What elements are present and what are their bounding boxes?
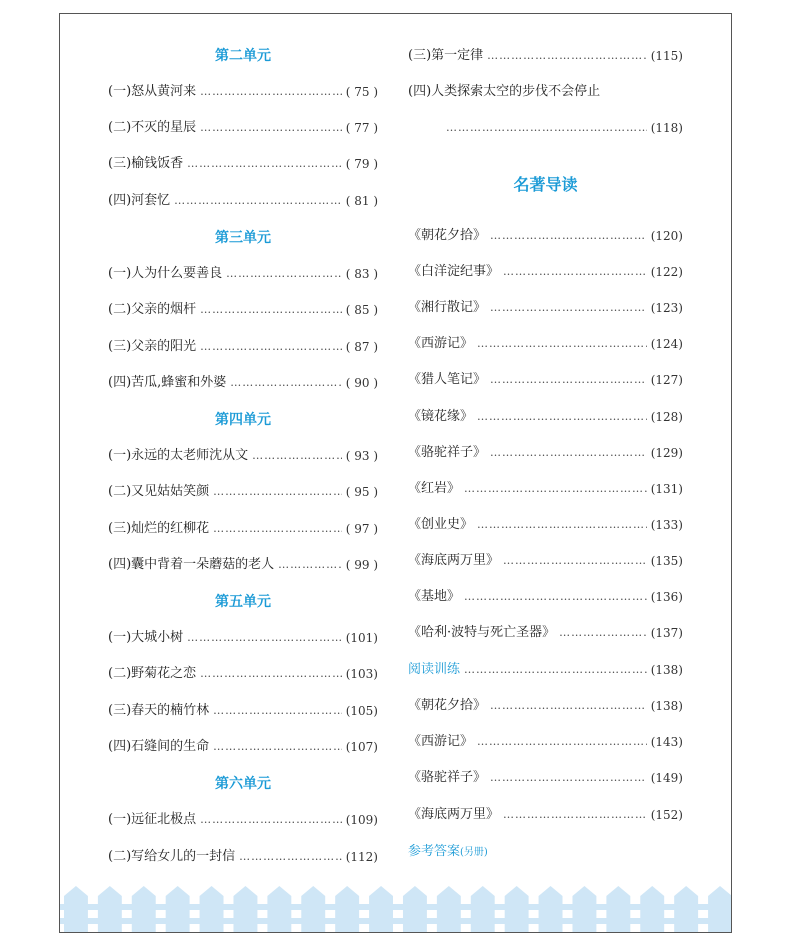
- toc-entry: [108, 264, 378, 284]
- dot-leader: [226, 264, 342, 284]
- toc-page-number: (131): [650, 481, 683, 496]
- toc-entry: [408, 298, 683, 318]
- toc-page-number: ( 77 ): [345, 121, 378, 135]
- toc-entry-title: 《西游记》: [408, 336, 474, 352]
- toc-page-number: (122): [650, 265, 683, 280]
- dot-leader: [187, 154, 342, 174]
- toc-page-number: ( 79 ): [345, 157, 378, 171]
- toc-page-number: (103): [345, 667, 378, 681]
- dot-leader: [477, 515, 647, 535]
- dot-leader: [200, 300, 342, 320]
- toc-page-number: (129): [650, 445, 683, 460]
- toc-entry: [408, 334, 683, 354]
- toc-entry-title: 《镜花缘》: [408, 408, 474, 424]
- toc-entry: [408, 623, 683, 643]
- dot-leader: [490, 226, 647, 246]
- toc-entry-title: (一)怒从黄河来: [108, 84, 197, 99]
- dot-leader: [559, 623, 647, 643]
- dot-leader: [503, 805, 647, 825]
- toc-page-number: (128): [650, 409, 683, 424]
- dot-leader: [477, 407, 647, 427]
- toc-entry-title: 《骆驼祥子》: [408, 770, 487, 786]
- answer-key-entry: [408, 842, 683, 862]
- toc-entry: [408, 805, 683, 825]
- answer-key-title: [408, 842, 488, 863]
- toc-entry-title: (一)远征北极点: [108, 812, 197, 827]
- dot-leader: [213, 519, 342, 539]
- dot-leader: [213, 482, 342, 502]
- toc-entry: [408, 407, 683, 427]
- dot-leader: [200, 337, 342, 357]
- toc-page-number: ( 95 ): [345, 485, 378, 499]
- dot-leader: [487, 46, 647, 66]
- toc-entry: [408, 82, 683, 102]
- unit-heading: 第三单元: [215, 230, 271, 246]
- dot-leader: [252, 446, 342, 466]
- toc-page-number: (143): [650, 735, 683, 750]
- toc-entry-title: (一)永远的太老师沈从文: [108, 448, 249, 463]
- toc-entry-title: (一)大城小树: [108, 630, 184, 645]
- toc-entry-title: 《朝花夕拾》: [408, 228, 487, 243]
- toc-entry-title: 《白洋淀纪事》: [408, 264, 500, 280]
- toc-entry-title: 《西游记》: [408, 734, 474, 750]
- toc-entry: [408, 443, 683, 463]
- toc-entry: [408, 370, 683, 390]
- toc-page-number: (138): [650, 699, 683, 713]
- toc-entry-title: (四)苦瓜,蜂蜜和外婆: [108, 375, 227, 390]
- toc-entry-title: (二)不灭的星辰: [108, 120, 197, 135]
- toc-entry: [408, 732, 683, 752]
- toc-entry: [108, 628, 378, 648]
- toc-entry: [408, 768, 683, 788]
- toc-page-number: (123): [650, 301, 683, 316]
- toc-entry: [108, 300, 378, 320]
- section-heading: 名著导读: [513, 175, 578, 194]
- toc-entry-title: (一)人为什么要善良: [108, 266, 223, 281]
- toc-entry-title: (四)人类探索太空的步伐不会停止: [408, 84, 601, 99]
- unit-heading: 第六单元: [215, 776, 271, 792]
- dot-leader: [239, 847, 342, 867]
- toc-entry-title: (二)野菊花之恋: [108, 666, 197, 681]
- toc-page-number: (120): [650, 229, 683, 243]
- dot-leader: [503, 262, 647, 282]
- dot-leader: [464, 479, 647, 499]
- toc-entry-title: (四)囊中背着一朵蘑菇的老人: [108, 557, 275, 572]
- toc-entry-title: (二)又见姑姑笑颜: [108, 484, 210, 499]
- toc-entry: [408, 226, 683, 246]
- toc-page-number: ( 93 ): [345, 449, 378, 463]
- toc-entry: [108, 847, 378, 867]
- dot-leader: [174, 191, 342, 211]
- dot-leader: [477, 334, 647, 354]
- dot-leader: [446, 118, 647, 138]
- toc-entry: [108, 482, 378, 502]
- toc-entry: [108, 337, 378, 357]
- toc-entry-title: 《朝花夕拾》: [408, 698, 487, 713]
- dot-leader: [490, 696, 647, 716]
- toc-page-number: ( 99 ): [345, 558, 378, 572]
- toc-entry: [108, 519, 378, 539]
- answer-key-note: (另册): [460, 846, 488, 858]
- toc-page-number: (133): [650, 517, 683, 532]
- toc-page-number: (124): [650, 337, 683, 352]
- toc-entry-title: (三)榆钱饭香: [108, 156, 184, 171]
- toc-entry: [408, 696, 683, 716]
- toc-entry-title: 阅读训练: [408, 662, 461, 677]
- toc-page-number: ( 87 ): [345, 340, 378, 354]
- toc-entry: [108, 154, 378, 174]
- toc-page-number: (101): [345, 631, 378, 645]
- toc-page-number: (135): [650, 553, 683, 568]
- toc-page-number: (149): [650, 771, 683, 786]
- toc-page-number: (138): [650, 663, 683, 677]
- dot-leader: [200, 810, 342, 830]
- toc-entry-title: 《骆驼祥子》: [408, 444, 487, 460]
- toc-page-number: (115): [650, 49, 683, 63]
- toc-page-number: (136): [650, 590, 683, 604]
- toc-entry-title: (三)春天的楠竹林: [108, 703, 210, 718]
- dot-leader: [490, 370, 647, 390]
- toc-entry: [108, 737, 378, 757]
- toc-page-number: ( 81 ): [345, 194, 378, 208]
- toc-page-number: (137): [650, 626, 683, 641]
- toc-entry-title: (四)河套忆: [108, 193, 171, 208]
- toc-entry: [408, 262, 683, 282]
- toc-entry-title: (三)灿烂的红柳花: [108, 521, 210, 536]
- toc-entry: [108, 373, 378, 393]
- dot-leader: [464, 660, 647, 680]
- toc-entry-title: 《海底两万里》: [408, 552, 500, 568]
- toc-entry: [108, 701, 378, 721]
- toc-entry-title: 《基地》: [408, 589, 461, 604]
- reading-training-entry: [408, 660, 683, 680]
- picket-fence-decoration: [60, 884, 731, 932]
- dot-leader: [477, 732, 647, 752]
- toc-entry-title: 《湘行散记》: [408, 300, 487, 316]
- dot-leader: [187, 628, 342, 648]
- toc-entry-title: (三)父亲的阳光: [108, 339, 197, 354]
- toc-page-number: ( 85 ): [345, 303, 378, 317]
- toc-entry-title: (四)石缝间的生命: [108, 739, 210, 754]
- toc-entry: [108, 555, 378, 575]
- toc-page-number: (127): [650, 373, 683, 388]
- unit-heading: 第四单元: [215, 412, 271, 428]
- dot-leader: [503, 551, 647, 571]
- toc-page-number: (109): [345, 813, 378, 827]
- toc-page-number: (112): [345, 850, 378, 864]
- dot-leader: [490, 443, 647, 463]
- toc-page-number: ( 83 ): [345, 267, 378, 281]
- toc-entry: [108, 810, 378, 830]
- dot-leader: [464, 587, 647, 607]
- dot-leader: [230, 373, 341, 393]
- toc-entry: [408, 551, 683, 571]
- dot-leader: [490, 768, 647, 788]
- dot-leader: [278, 555, 342, 575]
- toc-entry: [108, 664, 378, 684]
- dot-leader: [200, 118, 342, 138]
- toc-entry: [408, 587, 683, 607]
- toc-entry: [108, 191, 378, 211]
- dot-leader: [213, 701, 342, 721]
- toc-entry-title: (三)第一定律: [408, 48, 484, 63]
- toc-entry-title: 《猎人笔记》: [408, 372, 487, 388]
- toc-page-number: (118): [650, 121, 683, 135]
- unit-heading: 第二单元: [215, 48, 271, 64]
- toc-page-number: ( 75 ): [345, 85, 378, 99]
- dot-leader: [200, 82, 342, 102]
- toc-page-number: ( 97 ): [345, 522, 378, 536]
- toc-page-number: (152): [650, 807, 683, 822]
- unit-heading: 第五单元: [215, 594, 271, 610]
- toc-entry-title: (二)父亲的烟杆: [108, 302, 197, 317]
- book-page: [59, 13, 732, 933]
- answer-key-label: 参考答案: [408, 843, 461, 859]
- toc-entry-title: 《红岩》: [408, 480, 461, 496]
- toc-entry: [108, 82, 378, 102]
- toc-entry-title: 《创业史》: [408, 516, 474, 532]
- toc-page-number: ( 90 ): [345, 376, 378, 390]
- toc-entry-title: (二)写给女儿的一封信: [108, 849, 236, 864]
- toc-entry: [108, 118, 378, 138]
- toc-page-number: (105): [345, 704, 378, 718]
- toc-entry-title: 《哈利·波特与死亡圣器》: [408, 625, 556, 641]
- dot-leader: [213, 737, 342, 757]
- toc-entry-title: 《海底两万里》: [408, 806, 500, 822]
- dot-leader: [490, 298, 647, 318]
- toc-entry: [408, 479, 683, 499]
- toc-entry: [108, 446, 378, 466]
- toc-entry: [408, 118, 683, 138]
- toc-entry: [408, 515, 683, 535]
- toc-entry: [408, 46, 683, 66]
- dot-leader: [200, 664, 342, 684]
- toc-page-number: (107): [345, 740, 378, 754]
